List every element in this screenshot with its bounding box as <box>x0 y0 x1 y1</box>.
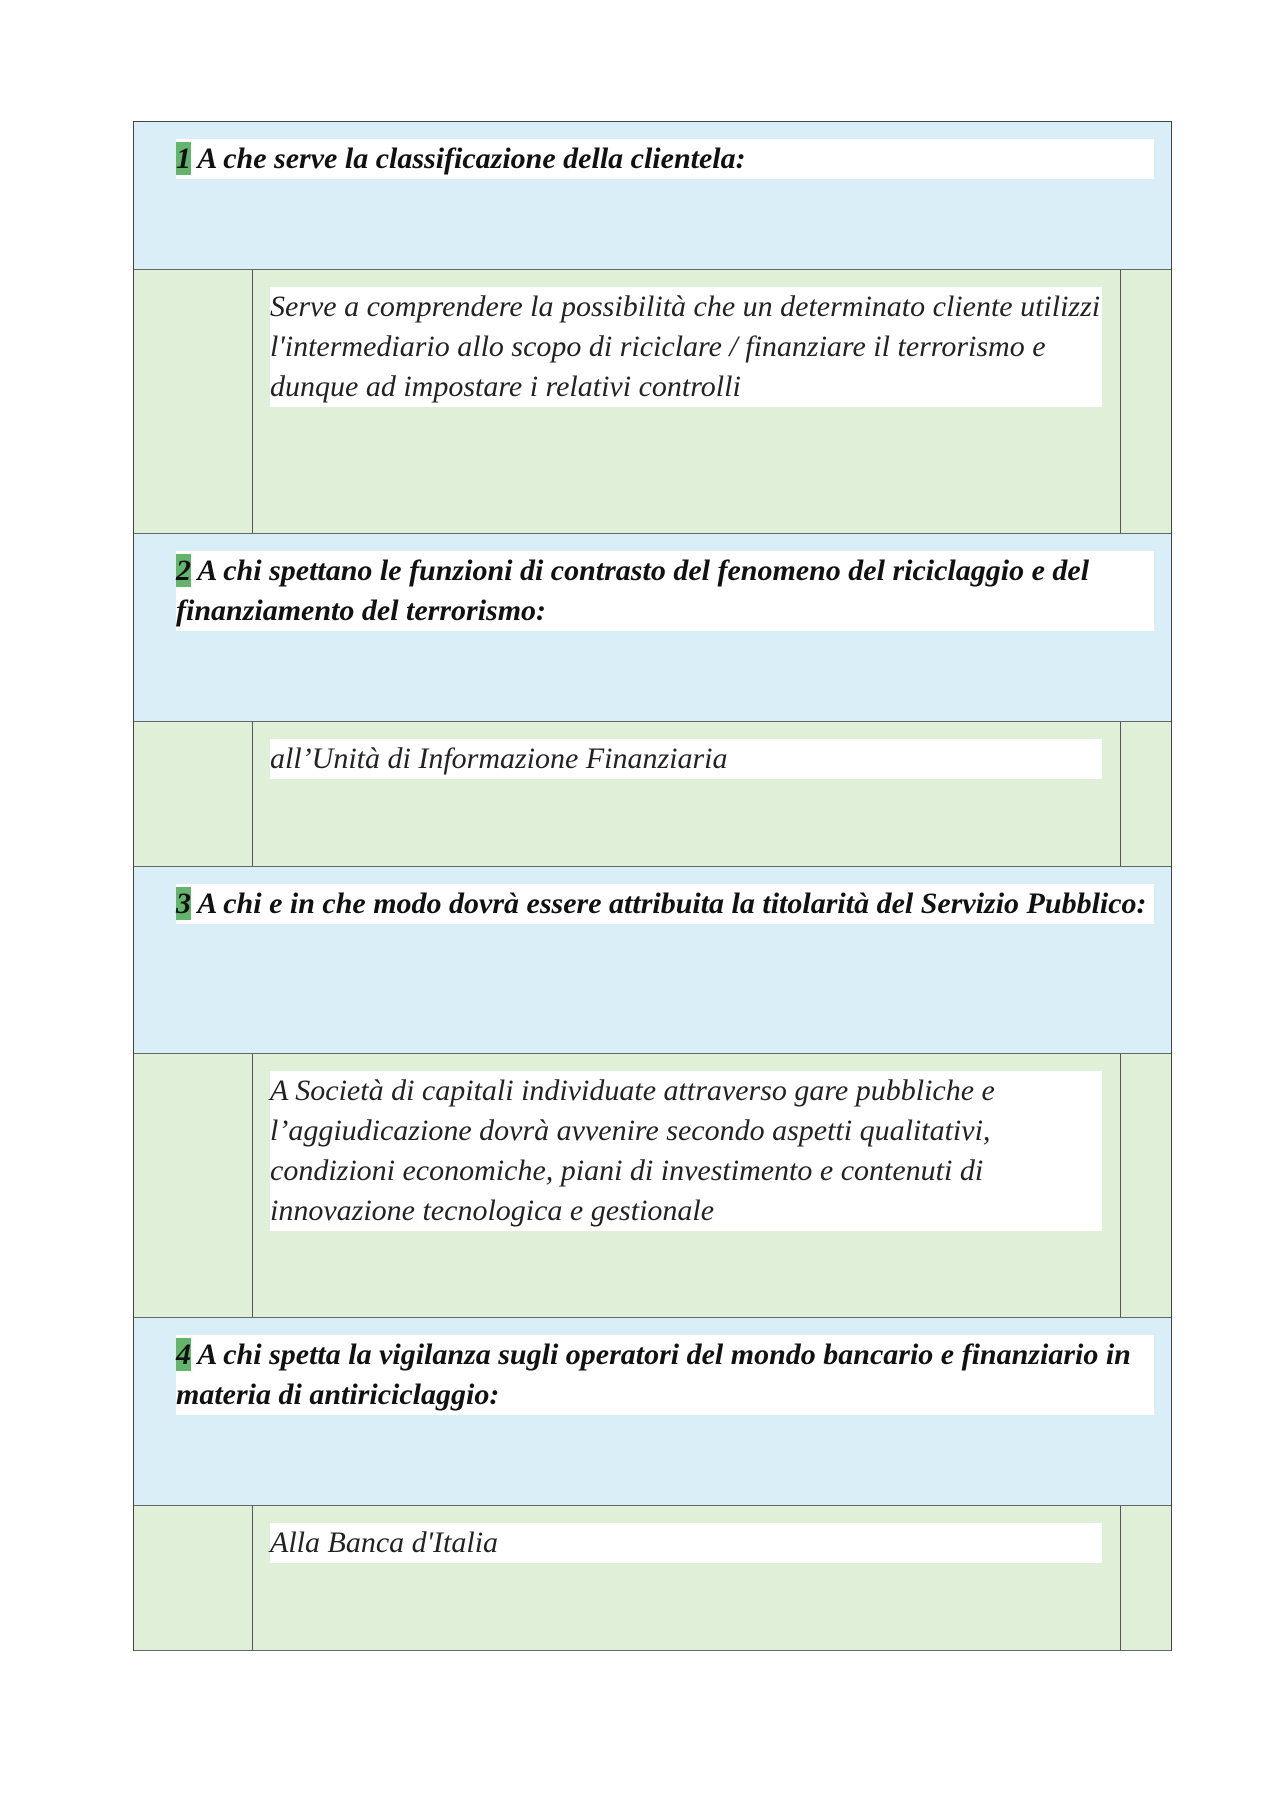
question-row-2 <box>134 534 1171 722</box>
question-label-4: A chi spetta la vigilanza sugli operatori del mondo bancario e finanziario in materia di antiriciclaggio: <box>176 1338 1131 1411</box>
answer-divider-right <box>1120 1054 1121 1317</box>
question-label-3: A chi e in che modo dovrà essere attribuita la titolarità del Servizio Pubblico: <box>191 887 1147 920</box>
qa-table <box>133 121 1172 1651</box>
question-text-2 <box>176 551 1154 631</box>
answer-divider-right <box>1120 270 1121 533</box>
question-row-3 <box>134 867 1171 1054</box>
question-row-1 <box>134 122 1171 270</box>
answer-text-4: Alla Banca d'Italia <box>270 1523 1102 1563</box>
answer-row-3 <box>134 1054 1171 1318</box>
answer-divider-right <box>1120 1506 1121 1650</box>
question-text-3 <box>176 884 1154 924</box>
question-text-4 <box>176 1335 1154 1415</box>
answer-text-3: A Società di capitali individuate attraverso gare pubbliche e l’aggiudicazione dovrà avvenire secondo aspetti qualitativi, condizioni economiche, piani di investimento e contenuti di innovazione tecnologica e gestionale <box>270 1071 1102 1231</box>
answer-divider-left <box>252 722 253 866</box>
question-number-1: 1 <box>176 142 191 175</box>
question-number-4: 4 <box>176 1338 191 1371</box>
question-label-2: A chi spettano le funzioni di contrasto del fenomeno del riciclaggio e del finanziamento del terrorismo: <box>176 554 1090 627</box>
answer-row-1 <box>134 270 1171 534</box>
question-row-4 <box>134 1318 1171 1506</box>
answer-text-2: all’Unità di Informazione Finanziaria <box>270 739 1102 779</box>
answer-divider-left <box>252 1506 253 1650</box>
question-number-2: 2 <box>176 554 191 587</box>
question-label-1: A che serve la classificazione della clientela: <box>191 142 746 175</box>
answer-row-4 <box>134 1506 1171 1651</box>
answer-divider-left <box>252 270 253 533</box>
answer-divider-right <box>1120 722 1121 866</box>
question-text-1 <box>176 139 1154 179</box>
question-number-3: 3 <box>176 887 191 920</box>
answer-divider-left <box>252 1054 253 1317</box>
answer-row-2 <box>134 722 1171 867</box>
answer-text-1: Serve a comprendere la possibilità che un determinato cliente utilizzi l'intermediario allo scopo di riciclare / finanziare il terrorismo e dunque ad impostare i relativi controlli <box>270 287 1102 407</box>
